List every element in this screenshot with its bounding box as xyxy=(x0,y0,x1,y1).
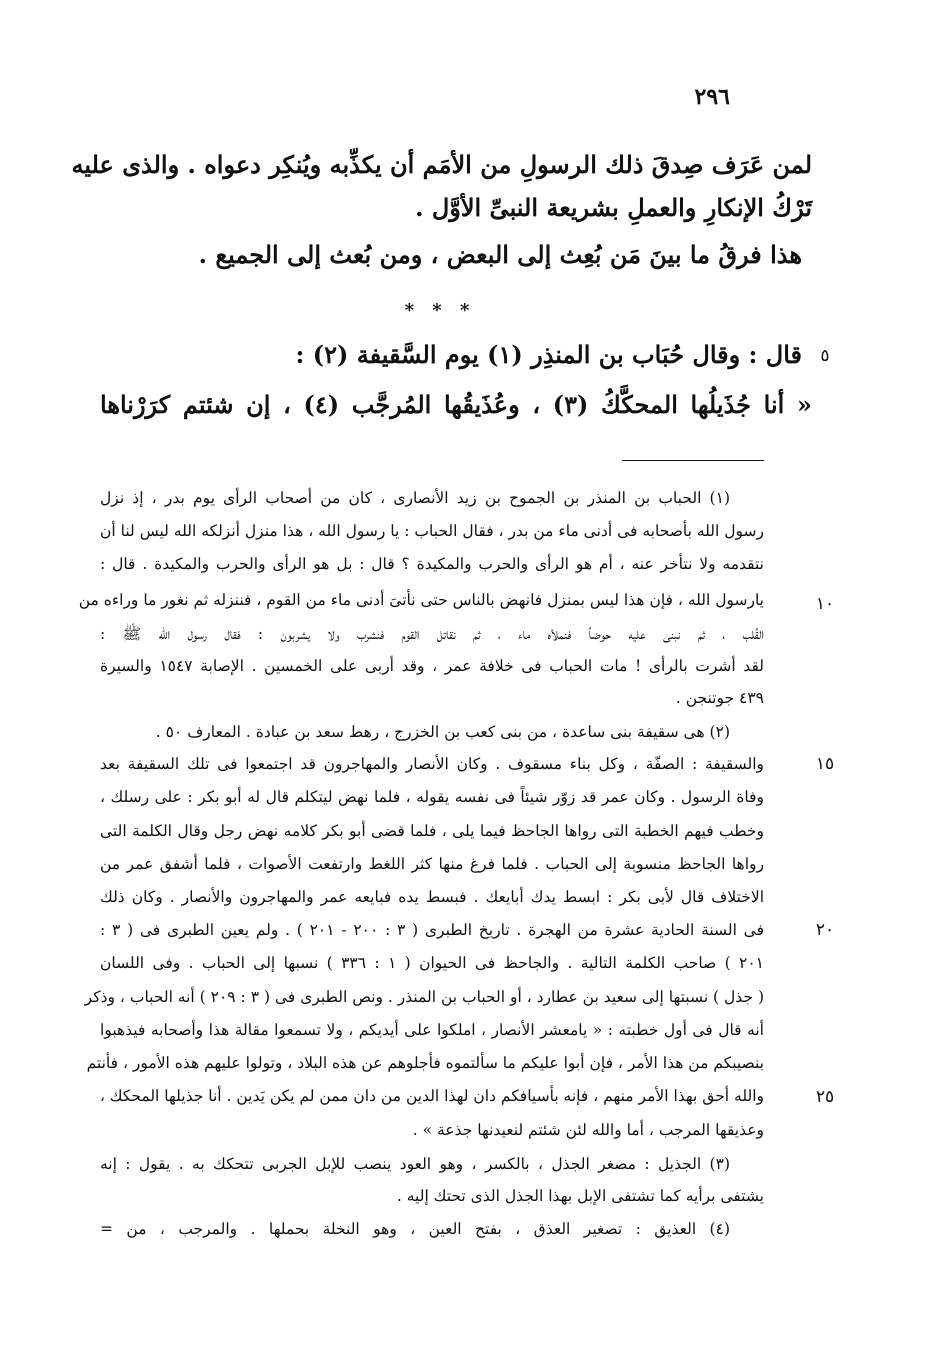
footnote-line: (٣) الجذيل : مصغر الجذل ، بالكسر ، وهو العود ينصب للإبل الجربى تتحكك به . يقول : إنه xyxy=(100,1155,730,1173)
footnote-line: رواها الجاحظ منسوبة إلى الحباب . فلما فرغ منها كثر اللغط وارتفعت الأصوات ، فلما أشفق عمر من xyxy=(100,855,764,873)
footnote-line: رسول الله بأصحابه فى أدنى ماء من بدر ، فقال الحباب : يا رسول الله ، هذا منزل أنزلكه الله ليس لنا أن xyxy=(100,522,764,540)
footnote-line: وعذيقها المرجب ، أما والله لئن شئتم لنعيدنها جذعة » . xyxy=(412,1121,764,1139)
footnote-line: لقد أشرت بالرأى ! مات الحباب فى خلافة عمر ، وقد أربى على الخمسين . الإصابة ١٥٤٧ والسيرة xyxy=(100,657,765,675)
section-separator: * * * xyxy=(404,300,476,321)
footnote-line: القُلب ، ثم نبنى عليه حوضاً فنملأه ماء ، ثم نقاتل القوم فنشرب ولا يشربون : فقال رسول الله ﷺ : xyxy=(100,625,764,643)
footnote-line: بنصيبكم من هذا الأمر ، فإن أبوا عليكم ما سألتموه فأجلوهم عن هذه البلاد ، وتولوا عليهم هذه الأمور ، فأنتم xyxy=(86,1054,764,1072)
footnote-line: فى السنة الحادية عشرة من الهجرة . تاريخ الطبرى ( ٣ : ٢٠٠ - ٢٠١ ) . ولم يعين الطبرى فى ( ٣ : xyxy=(100,921,764,939)
footnote-line: وخطب فيهم الخطبة التى رواها الجاحظ فيما يلى ، فلما قضى أبو بكر كلامه نهض رجل وقال الكلمة التى xyxy=(100,822,764,840)
footnote-line: ٤٣٩ جوتنجن . xyxy=(675,689,764,707)
footnote-line: ٢٠١ ) صاحب الكلمة التالية . والجاحظ فى الحيوان ( ١ : ٣٣٦ ) نسبها إلى الحباب . وفى اللسان xyxy=(100,954,765,972)
line-number: ١٠ xyxy=(815,594,835,614)
footnote-line: يارسول الله ، فإن هذا ليس بمنزل فانهض بالناس حتى نأتىَ أدنى ماء من القوم ، فننزله ثم نغور ما وراءه من xyxy=(78,591,764,609)
footnote-line: الاختلاف قال لأبى بكر : ابسط يدك أبايعك . فبسط يده فبايعه عمر والمهاجرون والأنصار . وكان ذلك xyxy=(100,888,764,906)
footnote-line: (١) الحباب بن المنذر بن الجموح بن زيد الأنصارى ، كان من أصحاب الرأى يوم بدر ، إذ نزل xyxy=(100,489,730,507)
footnote-line: ( جذل ) نسبتها إلى سعيد بن عطارد ، أو الحباب بن المنذر . ونص الطبرى فى ( ٣ : ٢٠٩ ) أنه الحباب ، وذكر xyxy=(84,988,764,1006)
line-number: ٢٥ xyxy=(815,1087,835,1107)
line-number: ٢٠ xyxy=(815,920,835,940)
footnote-divider xyxy=(622,460,764,461)
footnote-line: نتقدمه ولا نتأخر عنه ، أم هو الرأى والحرب والمكيدة ؟ قال : بل هو الرأى والحرب والمكيدة . قال : xyxy=(100,555,764,573)
footnote-line: أنه قال فى أول خطبته : « يامعشر الأنصار ، املكوا على أيديكم ، ولا تسمعوا مقالة هذا وأصحابه فيذهبوا xyxy=(100,1021,764,1039)
footnote-line: (٢) هى سقيفة بنى ساعدة ، من بنى كعب بن الخزرج ، رهط سعد بن عبادة . المعارف ٥٠ . xyxy=(155,723,730,741)
line-number: ١٥ xyxy=(815,754,835,774)
footnote-line: والسقيفة : الصفّة ، وكل بناء مسقوف . وكان الأنصار والمهاجرون قد اجتمعوا فى تلك السقيفة بعد xyxy=(100,755,764,773)
main-line: « أنا جُذَيلُها المحكَّكُ (٣) ، وعُذَيقُها المُرجَّب (٤) ، إن شئتم كرَرْناها xyxy=(100,390,812,419)
footnote-line: والله أحق بهذا الأمر منهم ، فإنه بأسيافكم دان لهذا الدين من دان ممن لم يكن يَدين . أنا جذيلها المحكك ، xyxy=(99,1087,764,1105)
footnote-line: وفاة الرسول . وكان عمر قد زوّر شيئاً فى نفسه يقوله ، فلما نهض ليتكلم قال له أبو بكر : على رسلك ، xyxy=(100,788,764,806)
main-line: تَرْكُ الإنكارِ والعملِ بشريعة النبىِّ الأوَّل . xyxy=(415,193,812,222)
main-line: لمن عَرَف صِدقَ ذلك الرسولِ من الأمَم أن يكذِّبه ويُنكِر دعواه . والذى عليه xyxy=(71,150,812,179)
main-line: هذا فرقُ ما بينَ مَن بُعِث إلى البعض ، ومن بُعث إلى الجميع . xyxy=(198,240,802,269)
main-line: قال : وقال حُبَاب بن المنذِر (١) يوم السَّقيفة (٢) : xyxy=(295,340,802,369)
footnote-line: يشتفى برأيه كما تشتفى الإبل بهذا الجذل الذى تحتك إليه . xyxy=(396,1187,764,1205)
footnote-line: (٤) العذيق : تصغير العذق ، بفتح العين ، وهو النخلة بحملها . والمرجب ، من = xyxy=(100,1220,730,1238)
page-number: ٢٩٦ xyxy=(694,84,730,110)
line-number: ٥ xyxy=(820,346,830,366)
